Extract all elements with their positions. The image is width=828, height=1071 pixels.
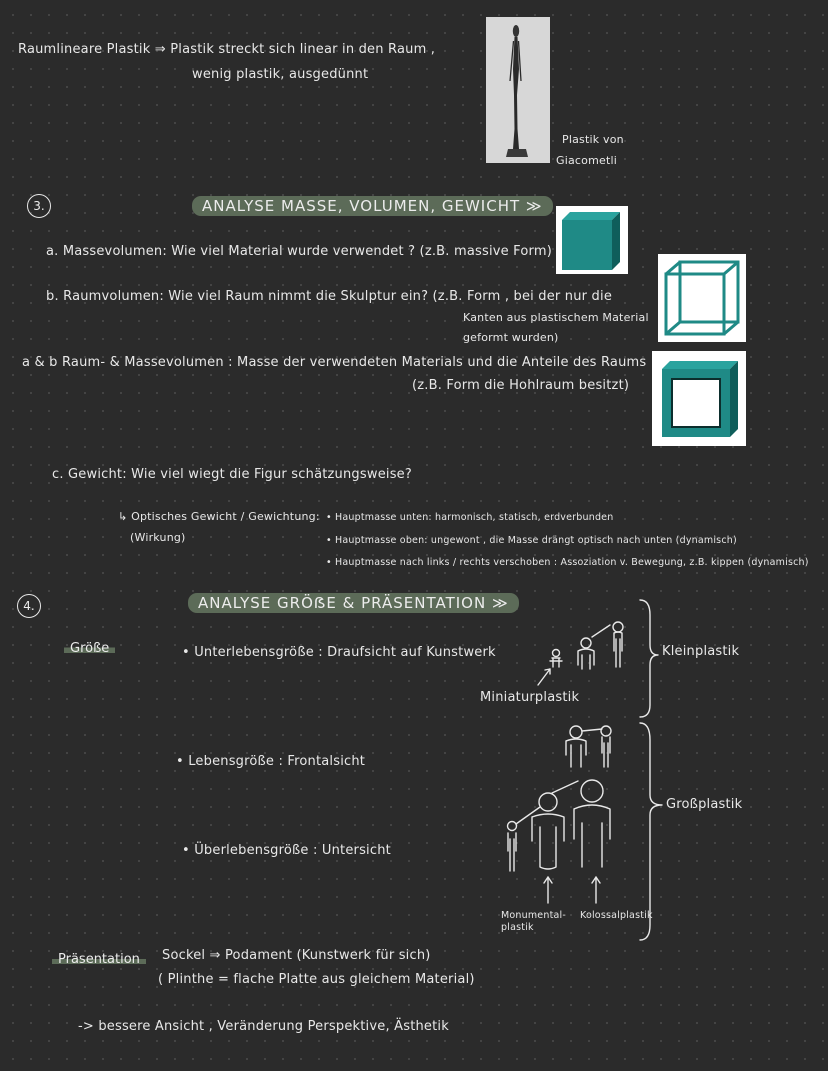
gewicht-text: c. Gewicht: Wie viel wiegt die Figur schätzungsweise? [52, 467, 412, 482]
wirkung-label: (Wirkung) [130, 531, 186, 544]
giacometti-photo [486, 17, 550, 163]
lifesize-figure-icon [566, 726, 586, 767]
view-line-icon [592, 625, 610, 637]
hollow-cube-icon [652, 351, 746, 446]
raumvolumen-text: b. Raumvolumen: Wie viel Raum nimmt die Skulptur ein? (z.B. Form , bei der nur die [46, 289, 613, 304]
sockel-text: Sockel ⇒ Podament (Kunstwerk für sich) [162, 948, 431, 963]
section-3-heading: ANALYSE MASSE, VOLUMEN, GEWICHT ≫ [192, 196, 553, 216]
ansicht-text: -> bessere Ansicht , Veränderung Perspektive, Ästhetik [78, 1019, 449, 1034]
arrow-up-icon-2 [592, 877, 600, 903]
solid-cube-image [556, 206, 628, 274]
solid-cube-icon [556, 206, 628, 274]
monumentalplastik-label-2: plastik [501, 922, 534, 933]
arrow-up-icon-1 [544, 877, 552, 903]
kleinplastik-label: Kleinplastik [662, 644, 740, 659]
grossplastik-brace-icon [640, 723, 662, 940]
groesse-label: Größe [64, 641, 115, 656]
miniaturplastik-label: Miniaturplastik [480, 690, 580, 705]
bullet-oben: • Hauptmasse oben: ungewont , die Masse drängt optisch nach unten (dynamisch) [326, 535, 737, 546]
plinthe-text: ( Plinthe = flache Platte aus gleichem Material) [158, 972, 475, 987]
wireframe-cube-icon [658, 254, 746, 342]
praesentation-label: Präsentation [52, 952, 146, 967]
optisches-gewicht-label: ↳ Optisches Gewicht / Gewichtung: [118, 510, 320, 523]
section-3-number: 3. [27, 194, 51, 218]
massevolumen-text: a. Massevolumen: Wie viel Material wurde verwendet ? (z.B. massive Form) [46, 244, 553, 259]
miniature-figure-icon [550, 650, 562, 668]
wireframe-cube-image [658, 254, 746, 342]
section-4-heading: ANALYSE GRÖẞE & PRÄSENTATION ≫ [188, 593, 519, 613]
viewer-figure-icon [613, 622, 623, 667]
kolossal-figure-icon [574, 780, 610, 867]
hollow-cube-image [652, 351, 746, 446]
lebensgroesse-text: • Lebensgröße : Frontalsicht [176, 754, 366, 769]
raumvolumen-text-2: Kanten aus plastischem Material [463, 311, 649, 324]
small-figure-icon [578, 638, 594, 669]
ueberlebensgroesse-text: • Überlebensgröße : Untersicht [182, 843, 391, 858]
monumental-viewer-icon [508, 822, 517, 872]
monumental-figure-icon [532, 793, 564, 869]
view-line-icon-2 [582, 729, 602, 731]
raumlinear-line2: wenig plastik, ausgedünnt [192, 67, 369, 82]
raum-masse-text-2: (z.B. Form die Hohlraum besitzt) [412, 378, 630, 393]
section-4-number: 4. [17, 594, 41, 618]
monumentalplastik-label-1: Monumental- [501, 910, 566, 921]
raum-masse-text: a & b Raum- & Massevolumen : Masse der verwendeten Materials und die Anteile des Raums [22, 355, 647, 370]
lifesize-viewer-icon [601, 726, 611, 767]
photo-caption-2: Giacometli [556, 154, 618, 167]
kleinplastik-brace-icon [640, 600, 658, 717]
size-comparison-sketch [470, 595, 670, 945]
miniature-arrow-icon [538, 669, 550, 685]
giacometti-figure-icon [486, 17, 550, 163]
unterlebensgroesse-text: • Unterlebensgröße : Draufsicht auf Kunstwerk [182, 645, 496, 660]
bullet-unten: • Hauptmasse unten: harmonisch, statisch, erdverbunden [326, 512, 614, 523]
view-line-icon-4 [552, 781, 578, 793]
kolossalplastik-label: Kolossalplastik [580, 910, 653, 921]
grossplastik-label: Großplastik [666, 797, 743, 812]
photo-caption-1: Plastik von [562, 133, 624, 146]
raumlinear-line1: Raumlineare Plastik ⇒ Plastik streckt sich linear in den Raum , [18, 42, 436, 57]
bullet-seitlich: • Hauptmasse nach links / rechts verschoben : Assoziation v. Bewegung, z.B. kippen (dynamisch) [326, 557, 809, 568]
raumvolumen-text-3: geformt wurden) [463, 331, 559, 344]
